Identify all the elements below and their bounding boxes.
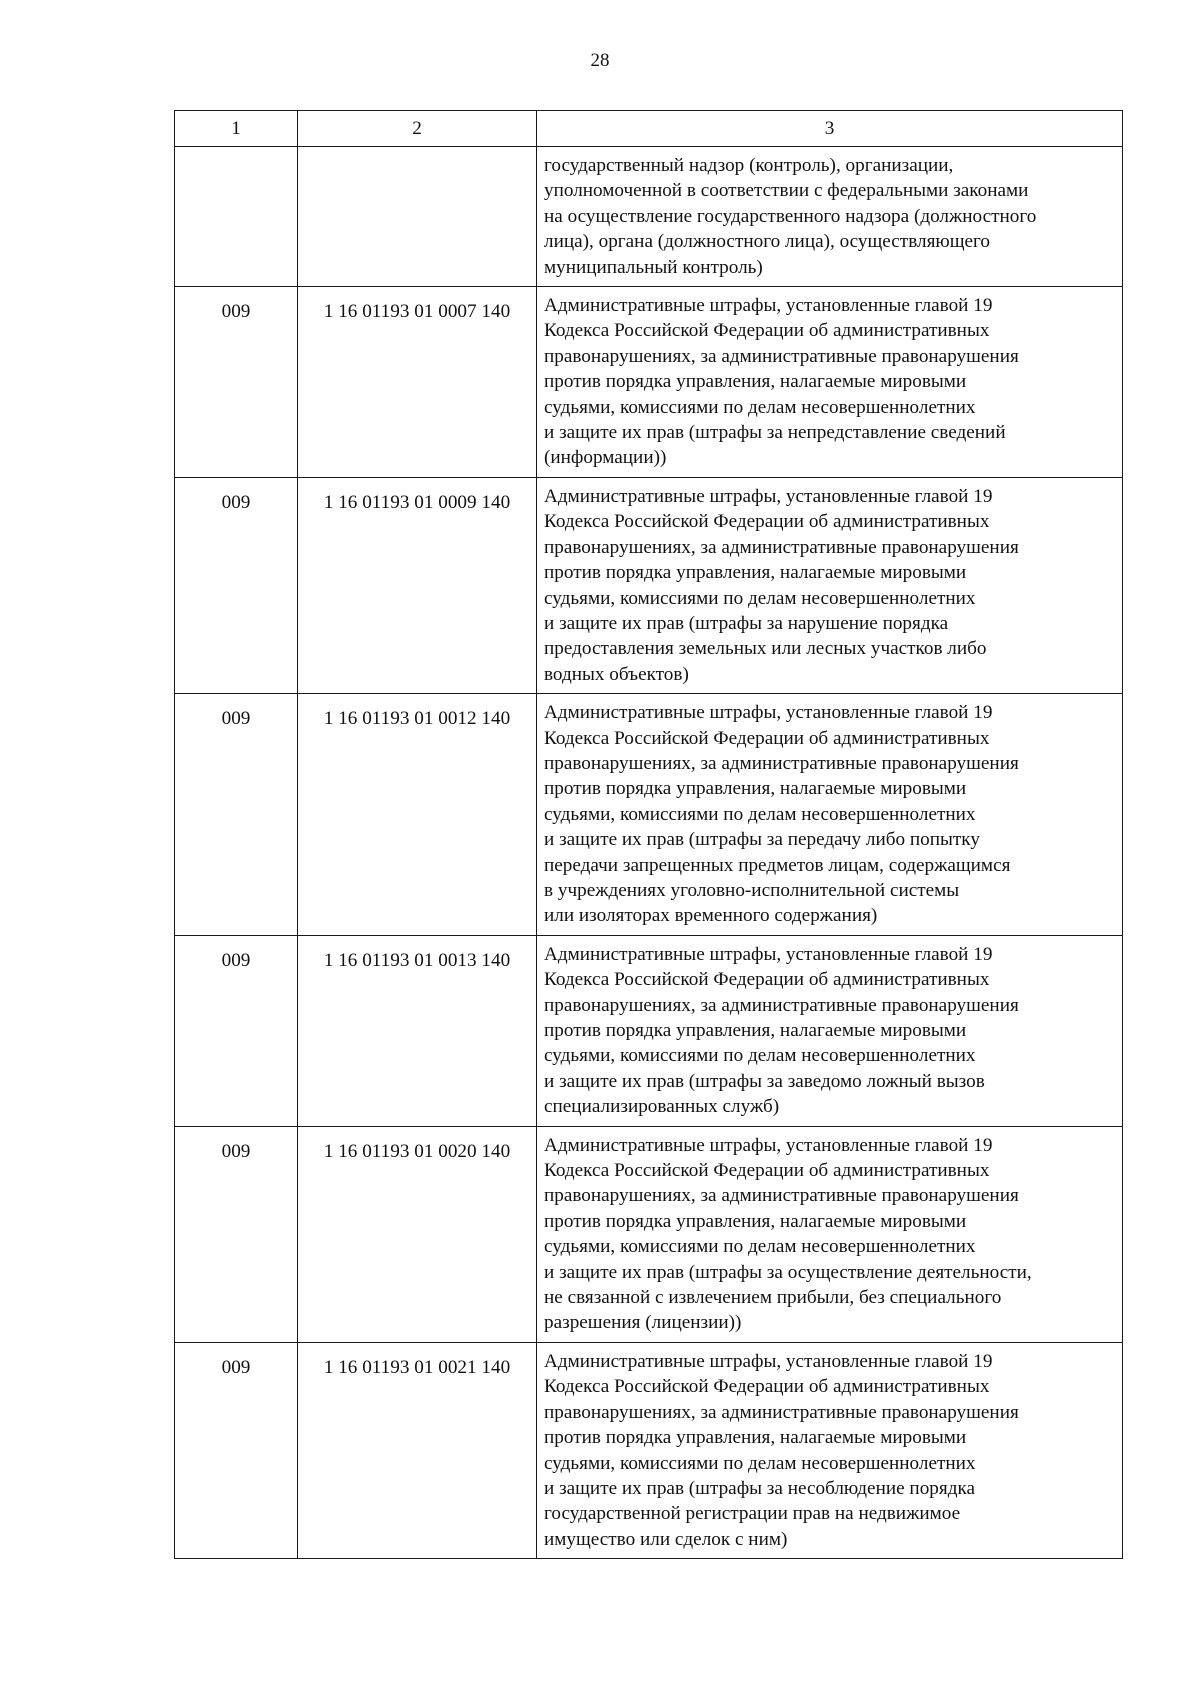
description-line: Кодекса Российской Федерации об административных <box>544 511 990 533</box>
kbk-code-cell: 1 16 01193 01 0013 140 <box>298 935 537 1126</box>
description-line: судьями, комиссиями по делам несовершеннолетних <box>544 396 976 418</box>
description-line: Административные штрафы, установленные главой 19 <box>544 485 993 507</box>
kbk-code-cell: 1 16 01193 01 0020 140 <box>298 1126 537 1342</box>
description-line: судьями, комиссиями по делам несовершеннолетних <box>544 1236 976 1258</box>
description-line: правонарушениях, за административные правонарушения <box>544 536 1019 558</box>
description-line: государственной регистрации прав на недвижимое <box>544 1503 961 1525</box>
description-line: Административные штрафы, установленные главой 19 <box>544 702 993 724</box>
description-line: правонарушениях, за административные правонарушения <box>544 994 1019 1016</box>
table-row <box>175 935 1123 1126</box>
table-header-row <box>175 111 1123 147</box>
description-line: и защите их прав (штрафы за нарушение порядка <box>544 612 949 634</box>
description-line: и защите их прав (штрафы за осуществление деятельности, <box>544 1261 1032 1283</box>
table-row <box>175 694 1123 936</box>
header-cell-1: 1 <box>175 111 298 147</box>
description-line: против порядка управления, налагаемые мировыми <box>544 1020 967 1041</box>
description-line: специализированных служб) <box>544 1096 780 1118</box>
description-line: и защите их прав (штрафы за несоблюдение порядка <box>544 1477 976 1499</box>
description-line: Административные штрафы, установленные главой 19 <box>544 1350 993 1372</box>
description-line: Административные штрафы, установленные главой 19 <box>544 1134 993 1156</box>
description-line: судьями, комиссиями по делам несовершеннолетних <box>544 587 976 609</box>
header-cell-2: 2 <box>298 111 537 147</box>
table-row <box>175 1342 1123 1558</box>
description-line: правонарушениях, за административные правонарушения <box>544 1185 1019 1207</box>
description-line: в учреждениях уголовно-исполнительной системы <box>544 879 960 901</box>
description-line: государственный надзор (контроль), организации, <box>544 155 954 176</box>
description-line: не связанной с извлечением прибыли, без специального <box>544 1287 1002 1309</box>
description-line: уполномоченной в соответствии с федеральными законами <box>544 180 1029 202</box>
description-line: (информации)) <box>544 447 667 469</box>
description-cell <box>537 147 1123 287</box>
description-cell <box>537 287 1123 478</box>
description-line: передачи запрещенных предметов лицам, содержащимся <box>544 854 1011 876</box>
description-line: и защите их прав (штрафы за заведомо ложный вызов <box>544 1070 985 1092</box>
table-body <box>175 111 1123 1559</box>
description-line: против порядка управления, налагаемые мировыми <box>544 1210 967 1232</box>
description-line: против порядка управления, налагаемые мировыми <box>544 1427 967 1449</box>
admin-code-cell: 009 <box>175 477 298 693</box>
table-row <box>175 1126 1123 1342</box>
description-line: Административные штрафы, установленные главой 19 <box>544 295 993 317</box>
description-line: водных объектов) <box>544 663 689 685</box>
table-row <box>175 477 1123 693</box>
description-line: разрешения (лицензии)) <box>544 1312 742 1334</box>
table-row <box>175 147 1123 287</box>
description-line: на осуществление государственного надзора (должностного <box>544 205 1037 227</box>
kbk-code-cell <box>298 147 537 287</box>
kbk-code-cell: 1 16 01193 01 0007 140 <box>298 287 537 478</box>
admin-code-cell: 009 <box>175 1342 298 1558</box>
description-line: Кодекса Российской Федерации об административных <box>544 1160 990 1182</box>
description-line: имущество или сделок с ним) <box>544 1528 788 1550</box>
description-line: против порядка управления, налагаемые мировыми <box>544 371 967 393</box>
classification-table <box>174 110 1123 1559</box>
page-number: 28 <box>590 50 610 71</box>
description-line: против порядка управления, налагаемые мировыми <box>544 562 967 584</box>
description-cell <box>537 477 1123 693</box>
admin-code-cell: 009 <box>175 694 298 936</box>
description-line: и защите их прав (штрафы за передачу либо попытку <box>544 829 980 851</box>
admin-code-cell: 009 <box>175 1126 298 1342</box>
admin-code-cell: 009 <box>175 287 298 478</box>
description-line: и защите их прав (штрафы за непредставление сведений <box>544 422 1006 444</box>
description-line: правонарушениях, за административные правонарушения <box>544 752 1019 774</box>
description-line: лица), органа (должностного лица), осуществляющего <box>544 231 991 253</box>
description-line: правонарушениях, за административные правонарушения <box>544 1401 1019 1423</box>
description-line: предоставления земельных или лесных участков либо <box>544 638 987 660</box>
description-cell <box>537 694 1123 936</box>
kbk-code-cell: 1 16 01193 01 0021 140 <box>298 1342 537 1558</box>
description-line: Кодекса Российской Федерации об административных <box>544 1376 990 1398</box>
description-line: Административные штрафы, установленные главой 19 <box>544 943 993 965</box>
description-line: Кодекса Российской Федерации об административных <box>544 969 990 991</box>
description-cell <box>537 935 1123 1126</box>
admin-code-cell <box>175 147 298 287</box>
description-line: муниципальный контроль) <box>544 256 763 278</box>
description-line: Кодекса Российской Федерации об административных <box>544 727 990 749</box>
description-line: против порядка управления, налагаемые мировыми <box>544 778 967 800</box>
header-cell-3: 3 <box>537 111 1123 147</box>
description-cell <box>537 1126 1123 1342</box>
kbk-code-cell: 1 16 01193 01 0012 140 <box>298 694 537 936</box>
table-row <box>175 287 1123 478</box>
kbk-code-cell: 1 16 01193 01 0009 140 <box>298 477 537 693</box>
description-line: судьями, комиссиями по делам несовершеннолетних <box>544 1045 976 1067</box>
description-cell <box>537 1342 1123 1558</box>
description-line: правонарушениях, за административные правонарушения <box>544 345 1019 367</box>
description-line: судьями, комиссиями по делам несовершеннолетних <box>544 803 976 825</box>
admin-code-cell: 009 <box>175 935 298 1126</box>
description-line: Кодекса Российской Федерации об административных <box>544 320 990 342</box>
description-line: или изоляторах временного содержания) <box>544 905 878 927</box>
description-line: судьями, комиссиями по делам несовершеннолетних <box>544 1452 976 1474</box>
